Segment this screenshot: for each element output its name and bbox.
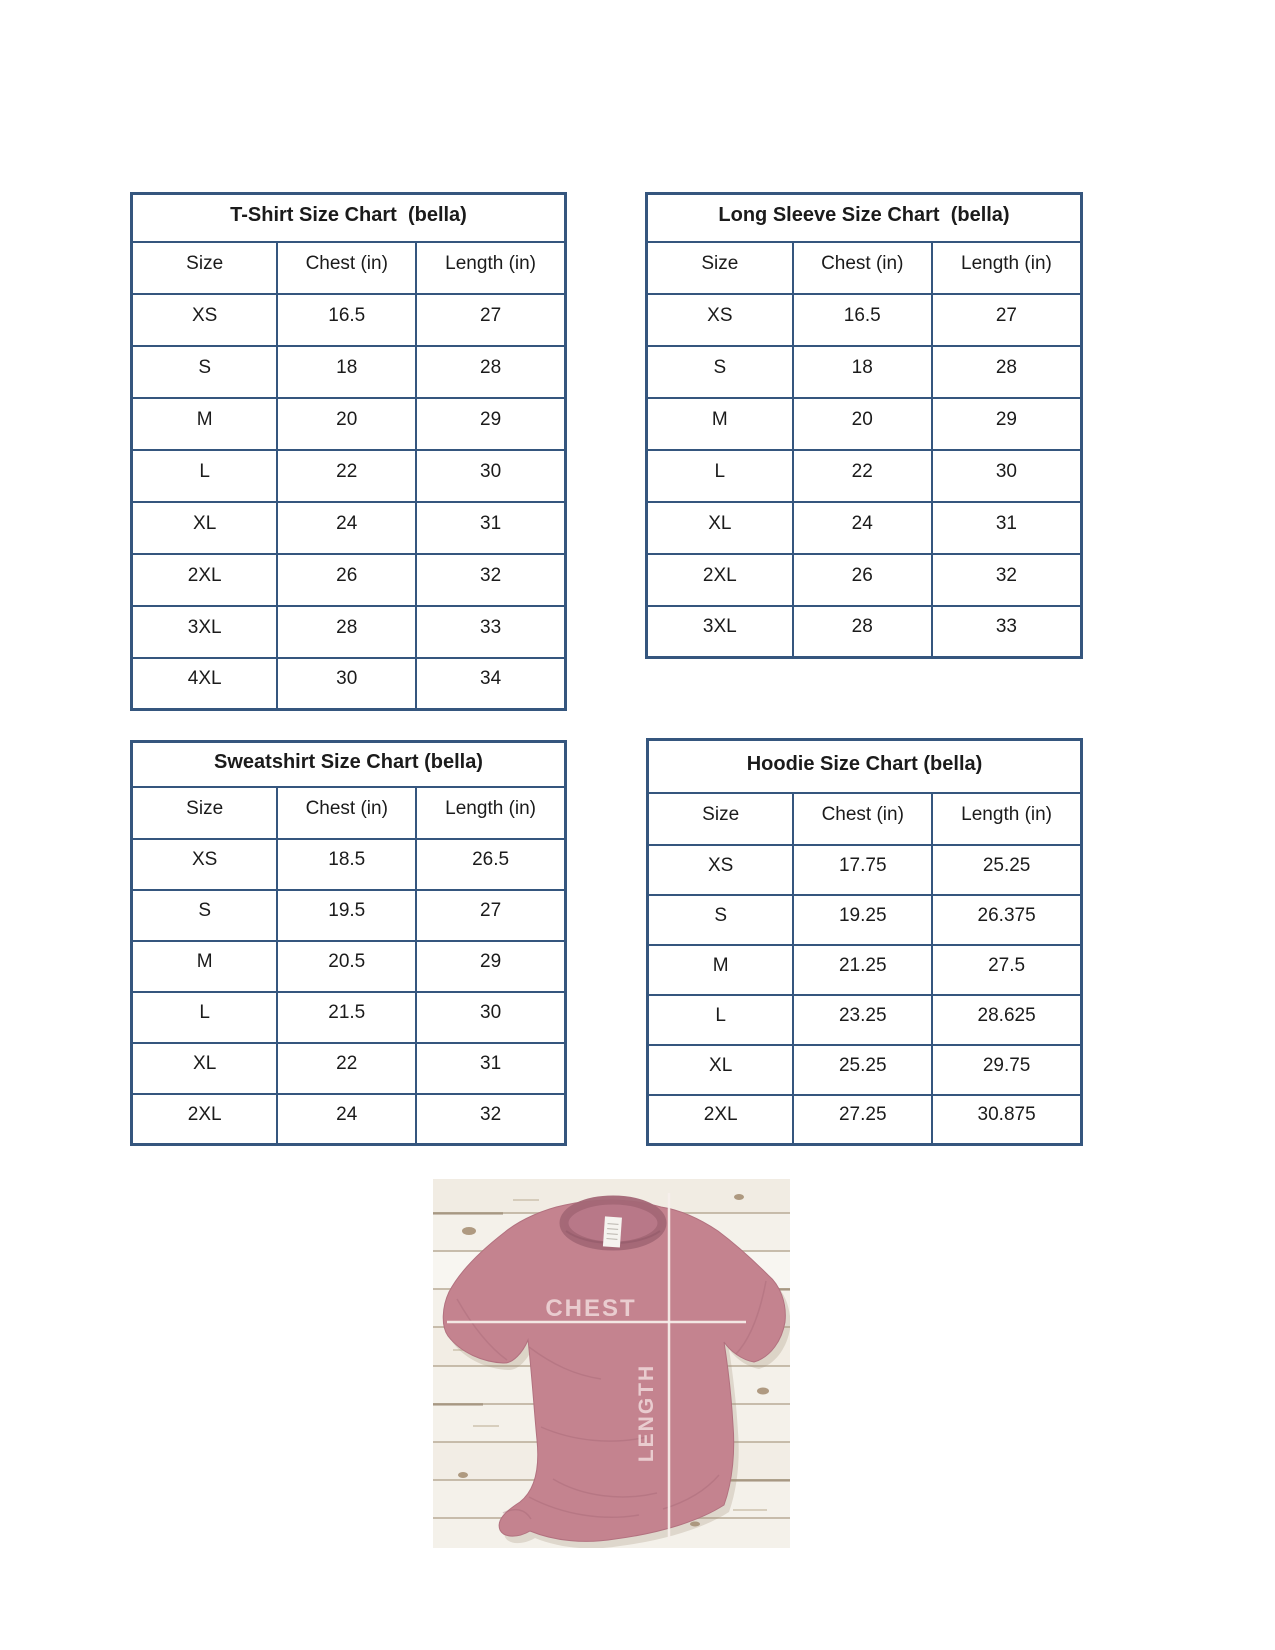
table-cell: 20 xyxy=(793,398,932,450)
column-header: Length (in) xyxy=(932,793,1081,845)
table-cell: 3XL xyxy=(132,606,278,658)
table-cell: 27.25 xyxy=(793,1095,932,1145)
table-row xyxy=(648,945,1082,995)
table-row xyxy=(132,450,566,502)
table-row xyxy=(132,941,566,992)
table-cell: 27 xyxy=(932,294,1082,346)
table-cell: 18 xyxy=(277,346,416,398)
table-cell: 31 xyxy=(416,502,565,554)
table-cell: 22 xyxy=(277,1043,416,1094)
table-row xyxy=(648,995,1082,1045)
table-row xyxy=(647,346,1082,398)
column-header: Size xyxy=(132,242,278,294)
table-cell: 28.625 xyxy=(932,995,1081,1045)
table-row xyxy=(132,839,566,890)
table-cell: 28 xyxy=(277,606,416,658)
sweatshirt-size-table xyxy=(130,740,567,1146)
table-row xyxy=(647,502,1082,554)
table-cell: 32 xyxy=(932,554,1082,606)
table-cell: S xyxy=(648,895,794,945)
table-cell: 24 xyxy=(277,1094,416,1145)
table-cell: 16.5 xyxy=(277,294,416,346)
table-row xyxy=(647,554,1082,606)
table-cell: 33 xyxy=(932,606,1082,658)
table-cell: S xyxy=(132,890,278,941)
table-cell: 25.25 xyxy=(793,1045,932,1095)
table-cell: 27 xyxy=(416,294,565,346)
header-row xyxy=(648,793,1082,845)
table-row xyxy=(648,895,1082,945)
column-header: Size xyxy=(647,242,793,294)
table-cell: 17.75 xyxy=(793,845,932,895)
table-cell: XL xyxy=(648,1045,794,1095)
header-row xyxy=(132,242,566,294)
table-cell: S xyxy=(132,346,278,398)
column-header: Length (in) xyxy=(416,242,565,294)
table-cell: 2XL xyxy=(647,554,793,606)
table-cell: 26 xyxy=(277,554,416,606)
table-cell: L xyxy=(132,992,278,1043)
table-cell: 33 xyxy=(416,606,565,658)
table-cell: S xyxy=(647,346,793,398)
table-row xyxy=(132,992,566,1043)
tshirt-size-table xyxy=(130,192,567,711)
table-cell: XS xyxy=(132,839,278,890)
table-row xyxy=(132,1043,566,1094)
table-cell: M xyxy=(647,398,793,450)
column-header: Chest (in) xyxy=(277,242,416,294)
table-cell: 24 xyxy=(793,502,932,554)
table-row xyxy=(647,294,1082,346)
table-cell: 24 xyxy=(277,502,416,554)
hoodie-table-title: Hoodie Size Chart (bella) xyxy=(648,740,1082,793)
table-cell: 2XL xyxy=(648,1095,794,1145)
header-row xyxy=(647,242,1082,294)
table-cell: 2XL xyxy=(132,1094,278,1145)
table-cell: 28 xyxy=(416,346,565,398)
table-cell: 4XL xyxy=(132,658,278,710)
table-cell: 30 xyxy=(932,450,1082,502)
table-cell: 27.5 xyxy=(932,945,1081,995)
table-cell: XL xyxy=(132,1043,278,1094)
table-row xyxy=(132,346,566,398)
column-header: Chest (in) xyxy=(793,242,932,294)
table-cell: M xyxy=(648,945,794,995)
table-cell: 31 xyxy=(416,1043,565,1094)
table-cell: 23.25 xyxy=(793,995,932,1045)
long-sleeve-table-title: Long Sleeve Size Chart (bella) xyxy=(647,194,1082,242)
long-sleeve-size-table xyxy=(645,192,1083,659)
column-header: Chest (in) xyxy=(793,793,932,845)
table-row xyxy=(648,1045,1082,1095)
column-header: Size xyxy=(648,793,794,845)
table-cell: 16.5 xyxy=(793,294,932,346)
table-row xyxy=(132,398,566,450)
column-header: Length (in) xyxy=(416,787,565,839)
table-cell: 3XL xyxy=(647,606,793,658)
table-row xyxy=(648,1095,1082,1145)
table-cell: 26.375 xyxy=(932,895,1081,945)
table-cell: 18.5 xyxy=(277,839,416,890)
table-row xyxy=(647,450,1082,502)
table-cell: 30 xyxy=(416,992,565,1043)
table-cell: XL xyxy=(132,502,278,554)
length-label: LENGTH xyxy=(635,1363,658,1463)
table-cell: 18 xyxy=(793,346,932,398)
table-row xyxy=(648,845,1082,895)
table-cell: 28 xyxy=(932,346,1082,398)
table-cell: 20.5 xyxy=(277,941,416,992)
table-row xyxy=(132,658,566,710)
table-cell: 29 xyxy=(416,941,565,992)
table-cell: 22 xyxy=(277,450,416,502)
table-cell: 22 xyxy=(793,450,932,502)
hoodie-size-table xyxy=(646,738,1083,1146)
product-photo xyxy=(433,1179,790,1548)
table-cell: 30 xyxy=(416,450,565,502)
care-label xyxy=(603,1216,622,1247)
table-cell: 26.5 xyxy=(416,839,565,890)
table-cell: XS xyxy=(132,294,278,346)
table-cell: 28 xyxy=(793,606,932,658)
table-cell: 20 xyxy=(277,398,416,450)
table-cell: L xyxy=(648,995,794,1045)
table-cell: 30.875 xyxy=(932,1095,1081,1145)
table-cell: 21.5 xyxy=(277,992,416,1043)
table-cell: 26 xyxy=(793,554,932,606)
table-row xyxy=(647,398,1082,450)
table-row xyxy=(132,554,566,606)
table-row xyxy=(132,606,566,658)
sweatshirt-table-title: Sweatshirt Size Chart (bella) xyxy=(132,742,566,787)
table-cell: 30 xyxy=(277,658,416,710)
column-header: Chest (in) xyxy=(277,787,416,839)
table-cell: 34 xyxy=(416,658,565,710)
table-cell: 27 xyxy=(416,890,565,941)
table-cell: 21.25 xyxy=(793,945,932,995)
table-row xyxy=(647,606,1082,658)
table-cell: M xyxy=(132,398,278,450)
column-header: Size xyxy=(132,787,278,839)
table-cell: XS xyxy=(648,845,794,895)
table-cell: M xyxy=(132,941,278,992)
table-row xyxy=(132,1094,566,1145)
chest-label: CHEST xyxy=(545,1295,637,1322)
table-cell: L xyxy=(132,450,278,502)
table-cell: XS xyxy=(647,294,793,346)
table-row xyxy=(132,890,566,941)
tshirt-table-title: T-Shirt Size Chart (bella) xyxy=(132,194,566,242)
table-cell: XL xyxy=(647,502,793,554)
table-cell: 19.5 xyxy=(277,890,416,941)
table-cell: 19.25 xyxy=(793,895,932,945)
column-header: Length (in) xyxy=(932,242,1082,294)
table-row xyxy=(132,502,566,554)
table-cell: L xyxy=(647,450,793,502)
table-cell: 29.75 xyxy=(932,1045,1081,1095)
header-row xyxy=(132,787,566,839)
table-row xyxy=(132,294,566,346)
table-cell: 31 xyxy=(932,502,1082,554)
table-cell: 25.25 xyxy=(932,845,1081,895)
table-cell: 32 xyxy=(416,1094,565,1145)
table-cell: 29 xyxy=(416,398,565,450)
table-cell: 2XL xyxy=(132,554,278,606)
table-cell: 29 xyxy=(932,398,1082,450)
table-cell: 32 xyxy=(416,554,565,606)
